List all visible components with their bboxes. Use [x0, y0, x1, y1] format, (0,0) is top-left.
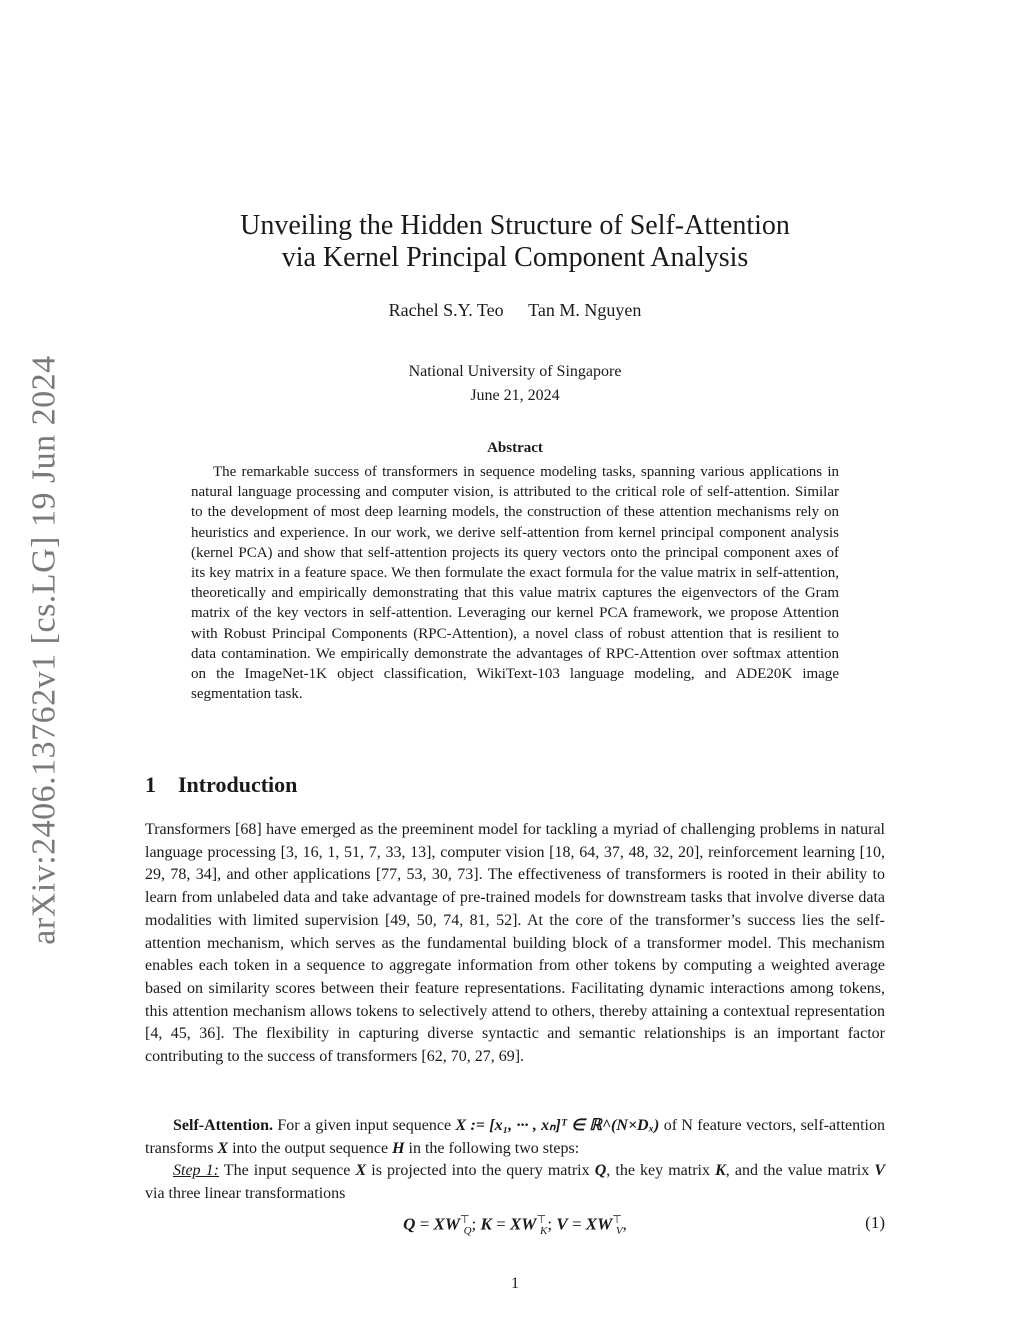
section-number: 1 [145, 772, 156, 797]
input-sequence-math: X := [x₁, ··· , xₙ]ᵀ ∈ ℝ^(N×Dₓ) [455, 1117, 660, 1134]
affiliation-block [145, 360, 885, 408]
abstract-heading: Abstract [487, 440, 543, 456]
self-attention-text: in the following two steps: [404, 1139, 580, 1157]
equation-number: (1) [865, 1213, 885, 1232]
publication-date: June 21, 2024 [470, 387, 560, 404]
section-title: Introduction [178, 772, 298, 797]
self-attention-label: Self-Attention. [173, 1117, 273, 1134]
arxiv-identifier-text: arXiv:2406.13762v1 [cs.LG] 19 Jun 2024 [26, 355, 64, 945]
author-name: Tan M. Nguyen [528, 300, 642, 320]
section-heading [145, 772, 297, 798]
affiliation: National University of Singapore [408, 363, 622, 380]
abstract-text: The remarkable success of transformers in sequence modeling tasks, spanning various applications in natural language processing and computer vision, is attributed to the critical role of self-attention. Similar to the development of most deep learning models, the construction of these attention mechanisms rely on heuristics and experience. In our work, we derive self-attention from kernel principal component analysis (kernel PCA) and show that self-attention projects its query vectors onto the principal component axes of its key matrix in a feature space. We then formulate the exact formula for the value matrix in self-attention, theoretically and empirically demonstrating that this value matrix captures the eigenvectors of the Gram matrix of the key vectors in self-attention. Leveraging our kernel PCA framework, we propose Attention with Robust Principal Components (RPC-Attention), a novel class of robust attention that is resilient to data contamination. We empirically demonstrate the advantages of RPC-Attention over softmax attention on the ImageNet-1K object classification, WikiText-103 language modeling, and ADE20K image segmentation task. [191, 464, 839, 703]
arxiv-identifier-watermark [20, 355, 70, 945]
equation-1 [145, 1213, 885, 1239]
math-symbol: H [392, 1139, 405, 1157]
title-line-1: Unveiling the Hidden Structure of Self-Attention [240, 210, 790, 241]
self-attention-text: For a given input sequence [272, 1117, 456, 1134]
intro-paragraph: Transformers [68] have emerged as the preeminent model for tackling a myriad of challenging problems in natural language processing [3, 16, 1, 51, 7, 33, 13], computer vision [18, 64, 37, 48, 32, 20], reinforcement learning [10, 29, 78, 34], and other applications [77, 53, 30, 73]. The effectiveness of transformers is rooted in their ability to learn from unlabeled data and take advantage of pre-trained models for downstream tasks that involve diverse data modalities with limited supervision [49, 50, 74, 81, 52]. At the core of the transformer’s success lies the self-attention mechanism, which serves as the fundamental building block of a transformer model. This mechanism enables each token in a sequence to aggregate information from other tokens by computing a weighted average based on similarity scores between their feature representations. Facilitating dynamic interactions among tokens, this attention mechanism allows tokens to selectively attend to others, thereby attaining a contextual representation [4, 45, 36]. The flexibility in capturing diverse syntactic and semantic relationships is an important factor contributing to the success of transformers [62, 70, 27, 69]. [145, 821, 885, 1066]
step1-label: Step 1: [173, 1162, 219, 1179]
equation-body: $Q = XW^⊤_Q$; $K = XW^⊤_K$; $V = XW^⊤_V$, [403, 1214, 627, 1238]
self-attention-text: of N feature vectors, self-attention transforms [145, 1117, 886, 1157]
page-number: 1 [511, 1275, 519, 1292]
paper-title [145, 210, 885, 274]
self-attention-text: into the output sequence [228, 1139, 393, 1157]
math-symbol: X [217, 1139, 229, 1157]
author-list [145, 300, 885, 321]
author-name: Rachel S.Y. Teo [388, 300, 504, 320]
step1-paragraph: Step 1: The input sequence X is projected into the query matrix Q, the key matrix K, and the value matrix V via three linear transformations [145, 1162, 886, 1202]
self-attention-paragraph [145, 1115, 885, 1160]
title-line-2: via Kernel Principal Component Analysis [281, 242, 749, 273]
